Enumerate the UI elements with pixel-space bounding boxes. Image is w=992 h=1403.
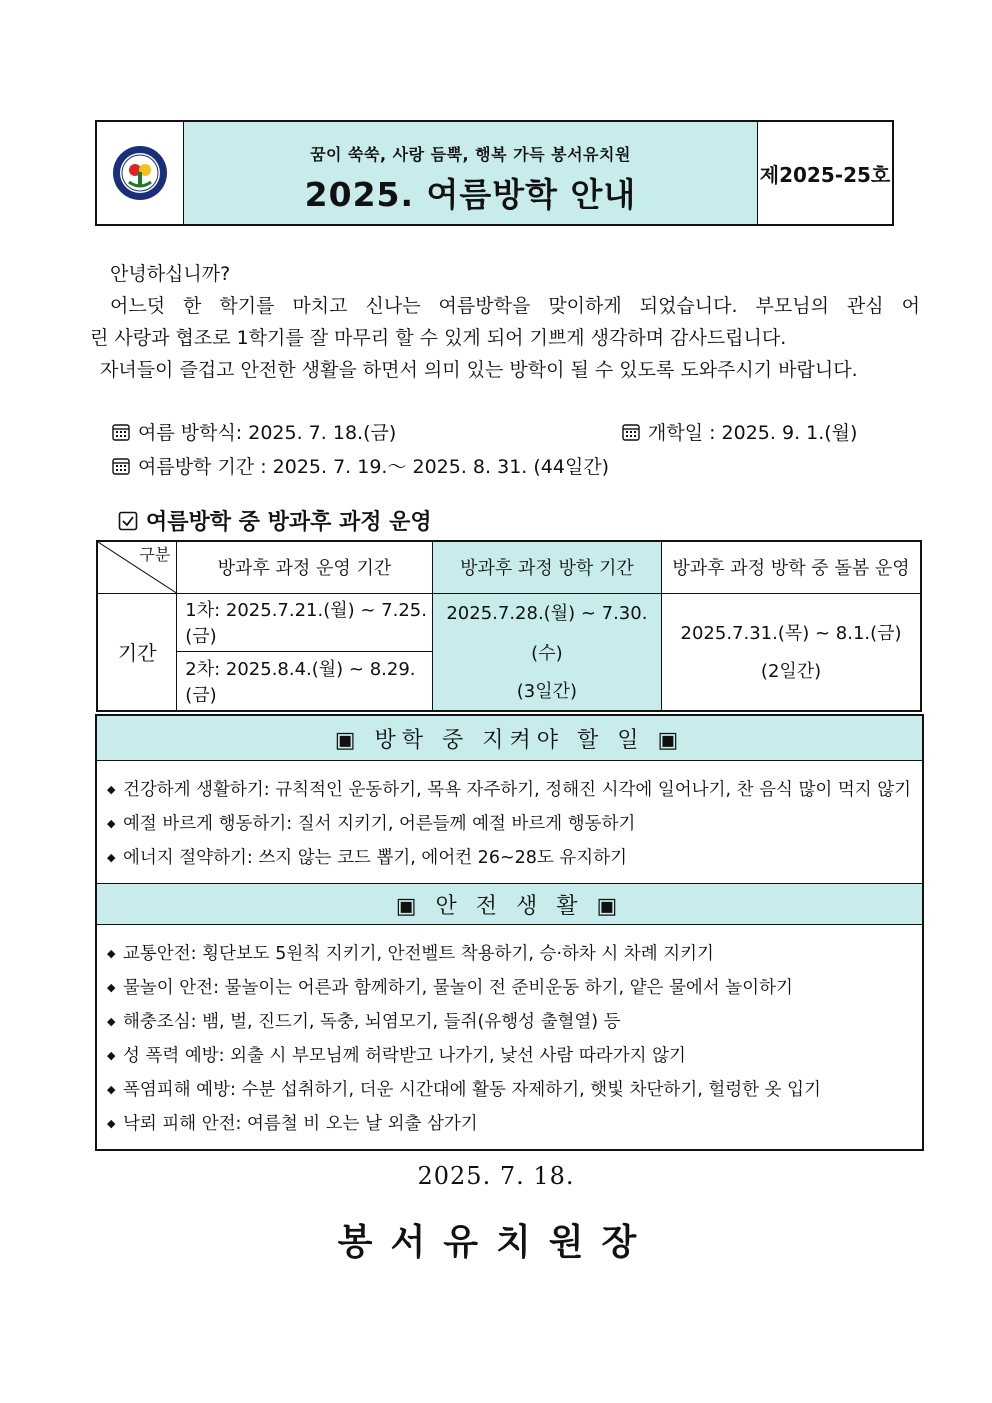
document-header <box>95 120 894 226</box>
list-item-text: 성 폭력 예방: 외출 시 부모님께 허락받고 나가기, 낯선 사람 따라가지 않기 <box>123 1046 686 1066</box>
greeting: 안녕하십니까? <box>110 263 231 285</box>
list-item <box>97 1039 922 1073</box>
list-item <box>97 1005 922 1039</box>
intro-text <box>90 258 920 386</box>
list-item-text: 교통안전: 횡단보도 5원칙 지키기, 안전벨트 착용하기, 승·하차 시 차례 지키기 <box>123 944 714 964</box>
title-cell <box>184 122 758 224</box>
header-care: 방과후 과정 방학 중 돌봄 운영 <box>662 541 921 593</box>
list-item <box>97 1073 922 1107</box>
footer-signature: 봉서유치원장 <box>337 1221 655 1263</box>
calendar-icon <box>112 423 130 441</box>
care-range: 2025.7.31.(목) ~ 8.1.(금) <box>680 622 902 644</box>
corner-cell <box>97 541 177 593</box>
corner-label: 구분 <box>139 545 171 564</box>
calendar-icon <box>622 423 640 441</box>
care-days: (2일간) <box>760 660 822 682</box>
afterschool-heading <box>118 505 432 536</box>
calendar-icon <box>112 457 130 475</box>
intro-line-3: 자녀들이 즐겁고 안전한 생활을 하면서 의미 있는 방학이 될 수 있도록 도와주시기 바랍니다. <box>100 359 858 381</box>
diamond-bullet-icon: ◆ <box>107 981 116 994</box>
vacation-period <box>112 452 609 479</box>
list-item-text: 에너지 절약하기: 쓰지 않는 코드 뽑기, 에어컨 26~28도 유지하기 <box>123 848 627 868</box>
checkbox-icon <box>118 511 138 531</box>
reopen-date <box>622 418 857 445</box>
list-item-text: 폭염피해 예방: 수분 섭취하기, 더운 시간대에 활동 자제하기, 햇빛 차단하기, 헐렁한 옷 입기 <box>123 1080 821 1100</box>
diamond-bullet-icon: ◆ <box>107 783 116 796</box>
care-cell <box>662 593 921 711</box>
header-operation: 방과후 과정 운영 기간 <box>177 541 432 593</box>
reopen-date-text: 개학일 : 2025. 9. 1.(월) <box>648 422 858 444</box>
slogan: 꿈이 쑥쑥, 사랑 듬뿍, 행복 가득 봉서유치원 <box>310 145 631 164</box>
document-number: 제2025-25호 <box>759 162 891 187</box>
vacation-cell <box>432 593 661 711</box>
ceremony-date <box>112 418 396 445</box>
safety-heading: ▣ 안 전 생 활 ▣ <box>97 883 922 925</box>
rules-box <box>95 714 924 1151</box>
vacation-period-text: 여름방학 기간 : 2025. 7. 19.～ 2025. 8. 31. (44일간) <box>138 456 610 478</box>
vacation-range: 2025.7.28.(월) ~ 7.30.(수) <box>446 602 648 664</box>
diamond-bullet-icon: ◆ <box>107 1049 116 1062</box>
list-item <box>97 807 922 841</box>
footer-date: 2025. 7. 18. <box>417 1162 575 1190</box>
diamond-bullet-icon: ◆ <box>107 947 116 960</box>
header-vacation: 방과후 과정 방학 기간 <box>432 541 661 593</box>
diamond-bullet-icon: ◆ <box>107 1015 116 1028</box>
vacation-days: (3일간) <box>516 680 578 702</box>
list-item-text: 건강하게 생활하기: 규칙적인 운동하기, 목욕 자주하기, 정해진 시각에 일어나기, 찬 음식 많이 먹지 않기 <box>123 780 912 800</box>
list-item-text: 예절 바르게 행동하기: 질서 지키기, 어른들께 예절 바르게 행동하기 <box>123 814 636 834</box>
kindergarten-emblem-icon <box>111 144 169 202</box>
list-item <box>97 937 922 971</box>
list-item <box>97 841 922 875</box>
ceremony-date-text: 여름 방학식: 2025. 7. 18.(금) <box>138 422 397 444</box>
session-2: 2차: 2025.8.4.(월) ~ 8.29.(금) <box>177 651 432 710</box>
list-item-text: 해충조심: 뱀, 벌, 진드기, 독충, 뇌염모기, 들쥐(유행성 출혈열) 등 <box>123 1012 621 1032</box>
diamond-bullet-icon: ◆ <box>107 1117 116 1130</box>
list-item <box>97 773 922 807</box>
diamond-bullet-icon: ◆ <box>107 851 116 864</box>
diamond-bullet-icon: ◆ <box>107 817 116 830</box>
session-1: 1차: 2025.7.21.(월) ~ 7.25.(금) <box>177 593 432 651</box>
rules-list <box>97 761 922 883</box>
list-item <box>97 1107 922 1141</box>
list-item <box>97 971 922 1005</box>
intro-line-1: 어느덧 한 학기를 마치고 신나는 여름방학을 맞이하게 되었습니다. 부모님의 관심 어 <box>110 295 920 317</box>
row-label: 기간 <box>97 593 177 711</box>
afterschool-table <box>96 540 922 712</box>
safety-list <box>97 925 922 1149</box>
list-item-text: 낙뢰 피해 안전: 여름철 비 오는 날 외출 삼가기 <box>123 1114 478 1134</box>
logo-cell <box>97 122 184 224</box>
list-item-text: 물놀이 안전: 물놀이는 어른과 함께하기, 물놀이 전 준비운동 하기, 얕은 물에서 놀이하기 <box>123 978 793 998</box>
intro-line-2: 린 사랑과 협조로 1학기를 잘 마무리 할 수 있게 되어 기쁘게 생각하며 감사드립니다. <box>90 327 787 349</box>
afterschool-heading-text: 여름방학 중 방과후 과정 운영 <box>146 510 432 535</box>
diamond-bullet-icon: ◆ <box>107 1083 116 1096</box>
page-title: 2025. 여름방학 안내 <box>304 175 637 214</box>
rules-heading: ▣ 방학 중 지켜야 할 일 ▣ <box>97 716 922 761</box>
